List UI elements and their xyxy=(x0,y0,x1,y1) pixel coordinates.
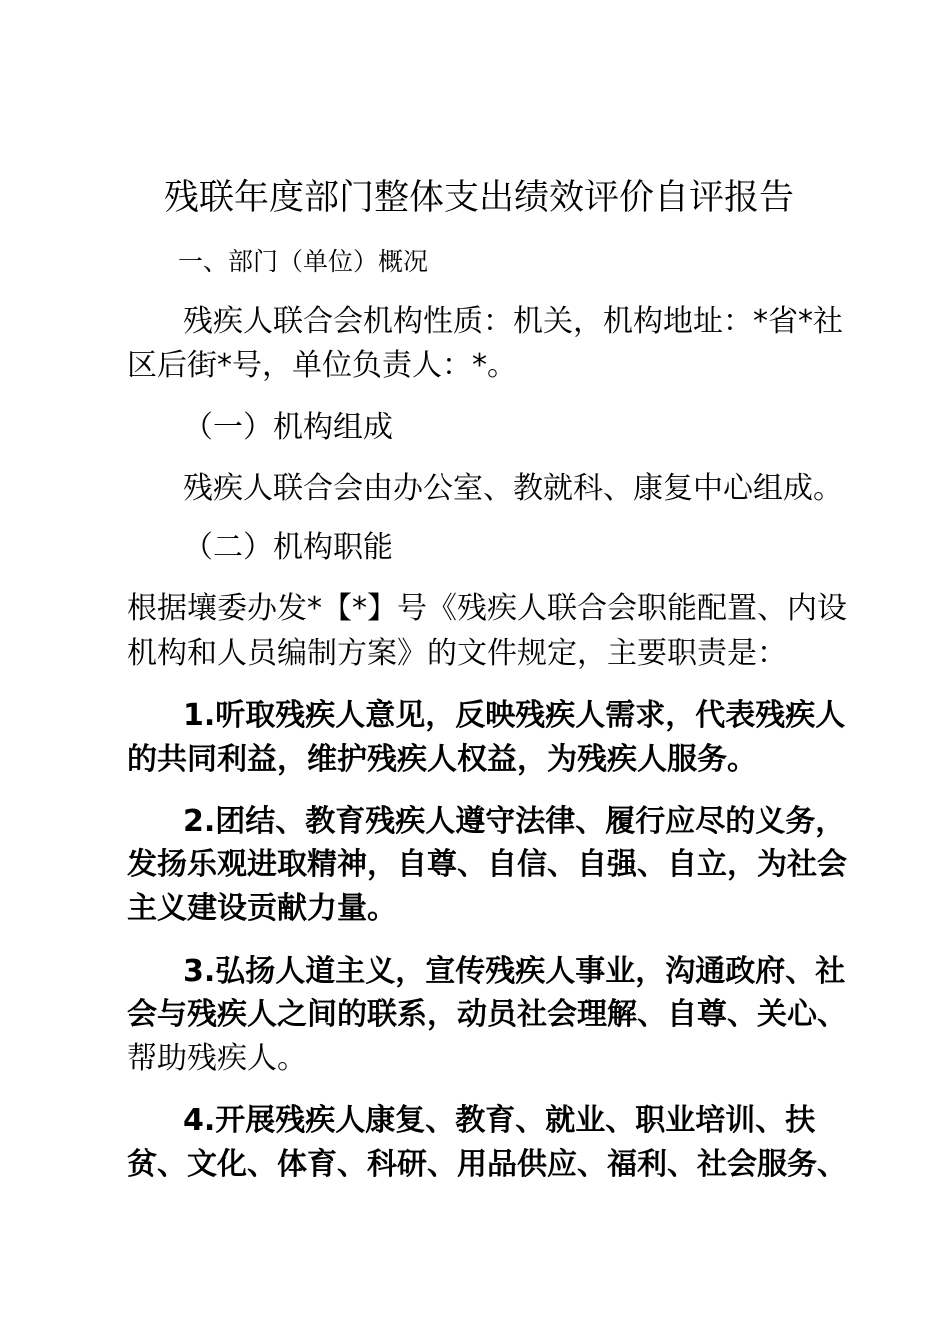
intro-line-1: 残疾人联合会机构性质：机关，机构地址：*省*社 xyxy=(183,304,843,339)
duty-3-line-2: 会与残疾人之间的联系，动员社会理解、自尊、关心、 xyxy=(127,997,847,1032)
duty-4-line-1: 4.开展残疾人康复、教育、就业、职业培训、扶 xyxy=(183,1103,816,1138)
basis-line-2: 机构和人员编制方案》的文件规定，主要职责是： xyxy=(127,636,787,671)
duty-4-line-2: 贫、文化、体育、科研、用品供应、福利、社会服务、 xyxy=(127,1147,847,1182)
basis-line-1: 根据壤委办发*【*】号《残疾人联合会职能配置、内设 xyxy=(127,591,847,626)
duty-1-line-2: 的共同利益，维护残疾人权益，为残疾人服务。 xyxy=(127,742,757,777)
duty-1-line-1: 1.听取残疾人意见，反映残疾人需求，代表残疾人 xyxy=(183,698,846,733)
duty-2-line-2: 发扬乐观进取精神，自尊、自信、自强、自立，为社会 xyxy=(127,847,847,882)
duty-2-line-3: 主义建设贡献力量。 xyxy=(127,891,397,926)
subsection-1-heading: （一）机构组成 xyxy=(183,410,393,445)
subsection-2-heading: （二）机构职能 xyxy=(183,530,393,565)
section-1-heading: 一、部门（单位）概况 xyxy=(178,247,429,276)
duty-2-line-1: 2.团结、教育残疾人遵守法律、履行应尽的义务， xyxy=(183,804,846,839)
duty-3-line-1: 3.弘扬人道主义，宣传残疾人事业，沟通政府、社 xyxy=(183,954,846,989)
subsection-1-text: 残疾人联合会由办公室、教就科、康复中心组成。 xyxy=(183,471,843,506)
intro-line-2: 区后街*号，单位负责人：*。 xyxy=(127,348,517,383)
duty-3-line-3: 帮助残疾人。 xyxy=(127,1041,307,1076)
document-title: 残联年度部门整体支出绩效评价自评报告 xyxy=(164,178,795,218)
